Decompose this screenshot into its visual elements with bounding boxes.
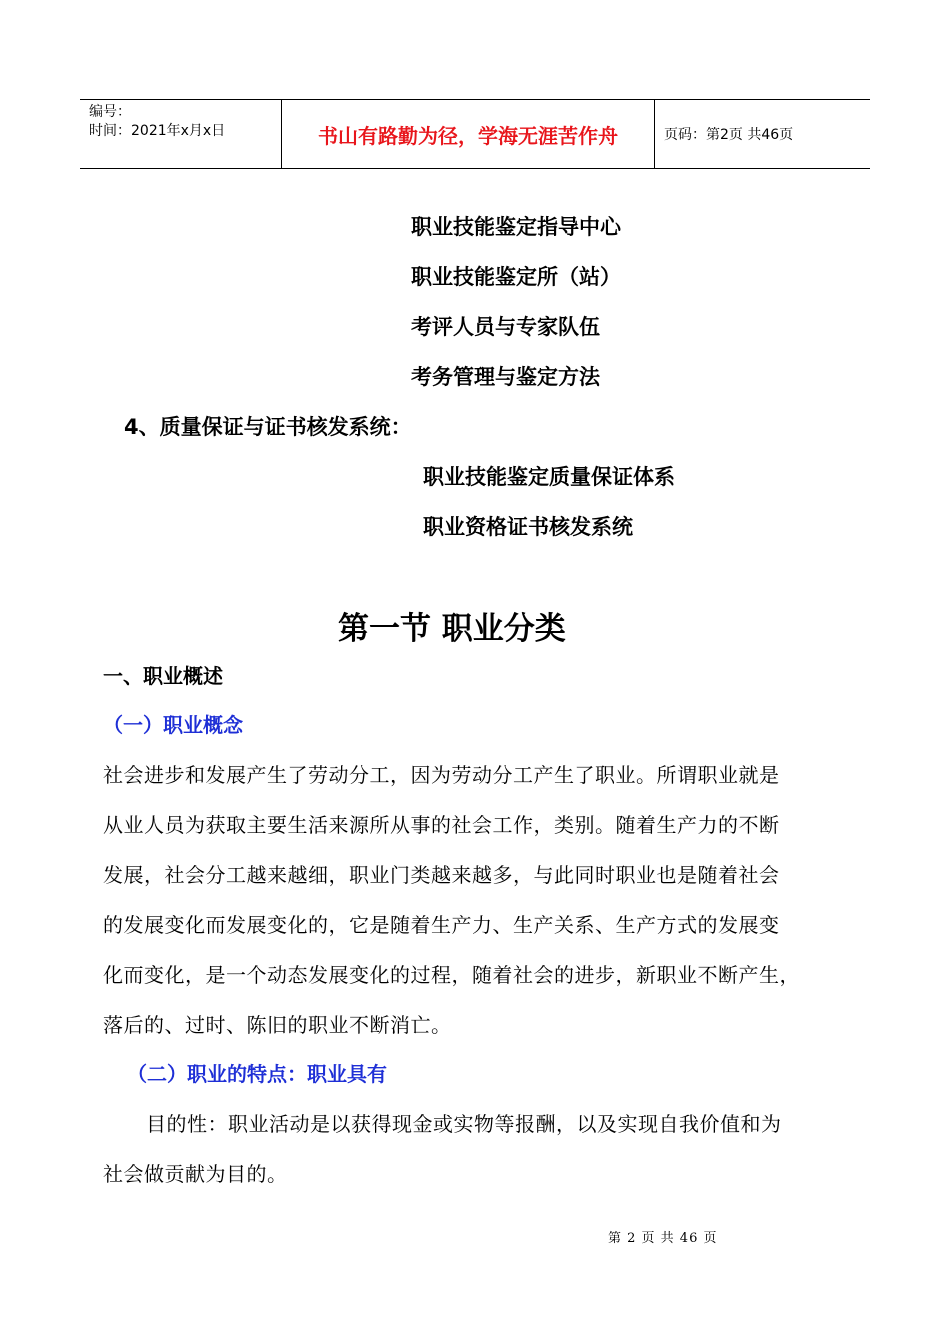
header-page-info: 页码：第2页 共46页 bbox=[664, 127, 794, 143]
list-item: 考评人员与专家队伍 bbox=[411, 315, 600, 339]
list-item: 职业技能鉴定所（站） bbox=[411, 265, 621, 289]
subheading-1: （一）职业概念 bbox=[103, 713, 243, 737]
paragraph-line: 社会做贡献为目的。 bbox=[103, 1162, 288, 1186]
number-label: 编号： bbox=[89, 104, 131, 120]
paragraph-line: 从业人员为获取主要生活来源所从事的社会工作，类别。随着生产力的不断 bbox=[103, 813, 780, 837]
list-item: 职业资格证书核发系统 bbox=[423, 515, 633, 539]
paragraph-line: 的发展变化而发展变化的，它是随着生产力、生产关系、生产方式的发展变 bbox=[103, 913, 780, 937]
page-footer: 第 2 页 共 46 页 bbox=[608, 1231, 718, 1246]
paragraph-line: 化而变化，是一个动态发展变化的过程，随着社会的进步，新职业不断产生， bbox=[103, 963, 800, 987]
time-label: 时间：2021年x月x日 bbox=[89, 123, 226, 139]
list-item: 职业技能鉴定质量保证体系 bbox=[423, 465, 675, 489]
list-item: 职业技能鉴定指导中心 bbox=[411, 215, 621, 239]
paragraph-line: 目的性：职业活动是以获得现金或实物等报酬，以及实现自我价值和为 bbox=[146, 1112, 782, 1136]
list-item: 考务管理与鉴定方法 bbox=[411, 365, 600, 389]
chapter-title: 第一节 职业分类 bbox=[338, 611, 566, 647]
heading-1: 一、职业概述 bbox=[103, 664, 223, 688]
header-slogan: 书山有路勤为径，学海无涯苦作舟 bbox=[282, 100, 655, 168]
paragraph-line: 社会进步和发展产生了劳动分工，因为劳动分工产生了职业。所谓职业就是 bbox=[103, 763, 780, 787]
page-header bbox=[80, 99, 870, 169]
section-4-title: 4、质量保证与证书核发系统： bbox=[124, 415, 412, 439]
subheading-2: （二）职业的特点：职业具有 bbox=[127, 1062, 387, 1086]
paragraph-line: 发展，社会分工越来越细，职业门类越来越多，与此同时职业也是随着社会 bbox=[103, 863, 780, 887]
header-meta-cell bbox=[80, 100, 282, 168]
paragraph-line: 落后的、过时、陈旧的职业不断消亡。 bbox=[103, 1013, 452, 1037]
